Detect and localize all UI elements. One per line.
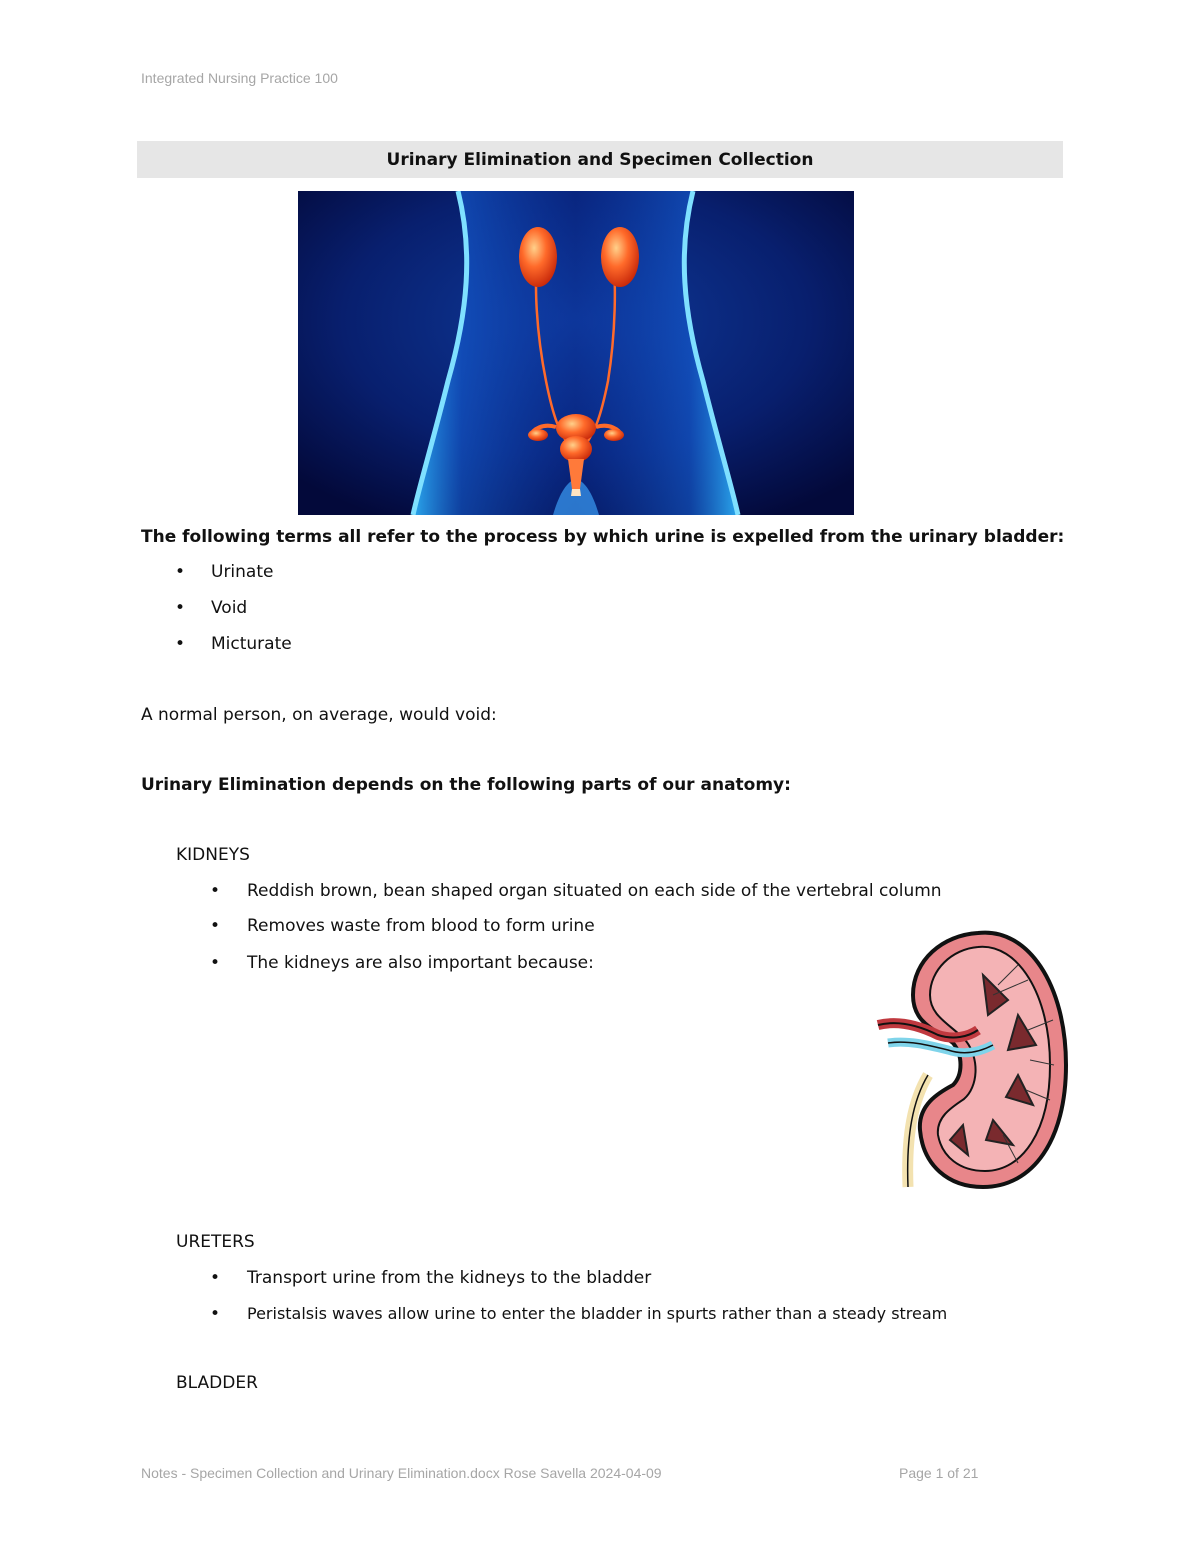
normal-void-text: A normal person, on average, would void: (141, 705, 497, 725)
bullet-icon: • (175, 634, 186, 654)
ureters-label: URETERS (176, 1232, 255, 1252)
bladder-label: BLADDER (176, 1373, 258, 1393)
terms-heading: The following terms all refer to the process by which urine is expelled from the urinary bladder: (141, 527, 1065, 547)
bullet-icon: • (210, 1268, 221, 1288)
footer-page-number: Page 1 of 21 (899, 1465, 979, 1481)
bullet-icon: • (210, 1304, 221, 1324)
kidneys-label: KIDNEYS (176, 845, 250, 865)
document-header: Integrated Nursing Practice 100 (141, 70, 338, 86)
urinary-system-image (298, 191, 854, 515)
footer-document-info: Notes - Specimen Collection and Urinary Elimination.docx Rose Savella 2024-04-09 (141, 1465, 662, 1481)
bullet-icon: • (175, 598, 186, 618)
bullet-icon: • (210, 916, 221, 936)
anatomy-heading: Urinary Elimination depends on the following parts of our anatomy: (141, 775, 791, 795)
bullet-icon: • (210, 881, 221, 901)
kidney-cross-section-illustration-icon (868, 925, 1068, 1193)
bullet-icon: • (210, 953, 221, 973)
document-title: Urinary Elimination and Specimen Collection (137, 141, 1063, 178)
urinary-system-illustration-icon (298, 191, 854, 515)
bullet-icon: • (175, 562, 186, 582)
kidney-image (868, 925, 1068, 1193)
